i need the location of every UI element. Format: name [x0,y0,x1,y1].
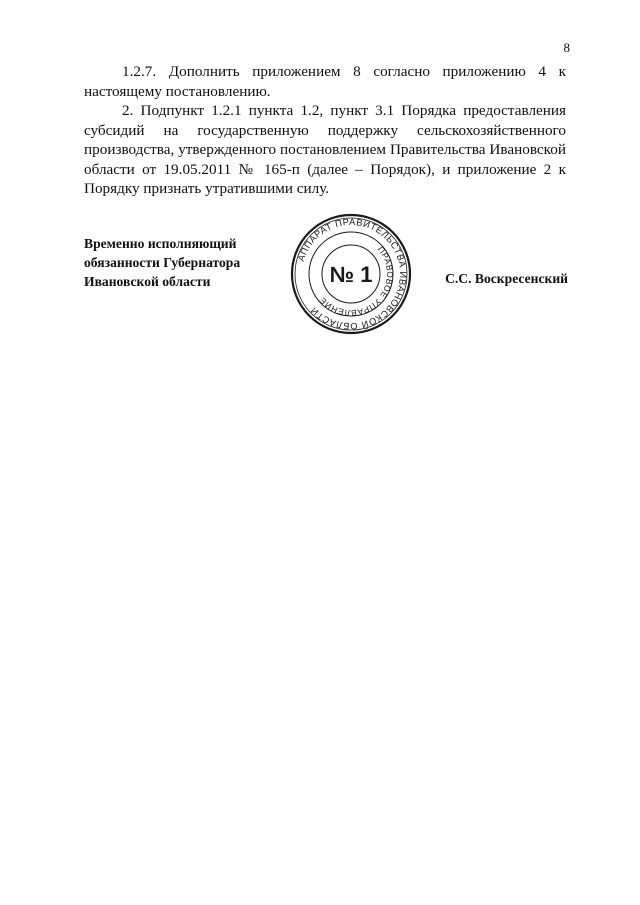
signatory-position-line-2: обязанности Губернатора [84,255,241,270]
signatory-position-line-3: Ивановской области [84,274,211,289]
signatory-position [84,234,240,291]
seal-outer-text: АППАРАТ ПРАВИТЕЛЬСТВА ИВАНОВСКОЙ ОБЛАСТИ [295,216,409,332]
signatory-position-line-1: Временно исполняющий [84,236,237,251]
signatory-name: С.С. Воскресенский [445,271,568,286]
paragraph-1: 1.2.7. Дополнить приложением 8 согласно приложению 4 к настоящему постановлению. [84,63,566,100]
official-seal [289,212,413,336]
seal-inner-text: ПРАВОВОЕ УПРАВЛЕНИЕ [316,244,396,319]
paragraph-2: 2. Подпункт 1.2.1 пункта 1.2, пункт 3.1 Порядка предоставления субсидий на государственную поддержку сельскохозяйственного производства, утвержденного постановлением Правительства Ивановской области от 19.05.2011 № 165-п (далее – Порядок), и приложение 2 к Порядку признать утратившими силу. [84,102,566,197]
seal-number: № 1 [329,262,373,287]
document-body [84,62,566,199]
seal-graphic [289,212,413,336]
page-number: 8 [563,40,570,55]
